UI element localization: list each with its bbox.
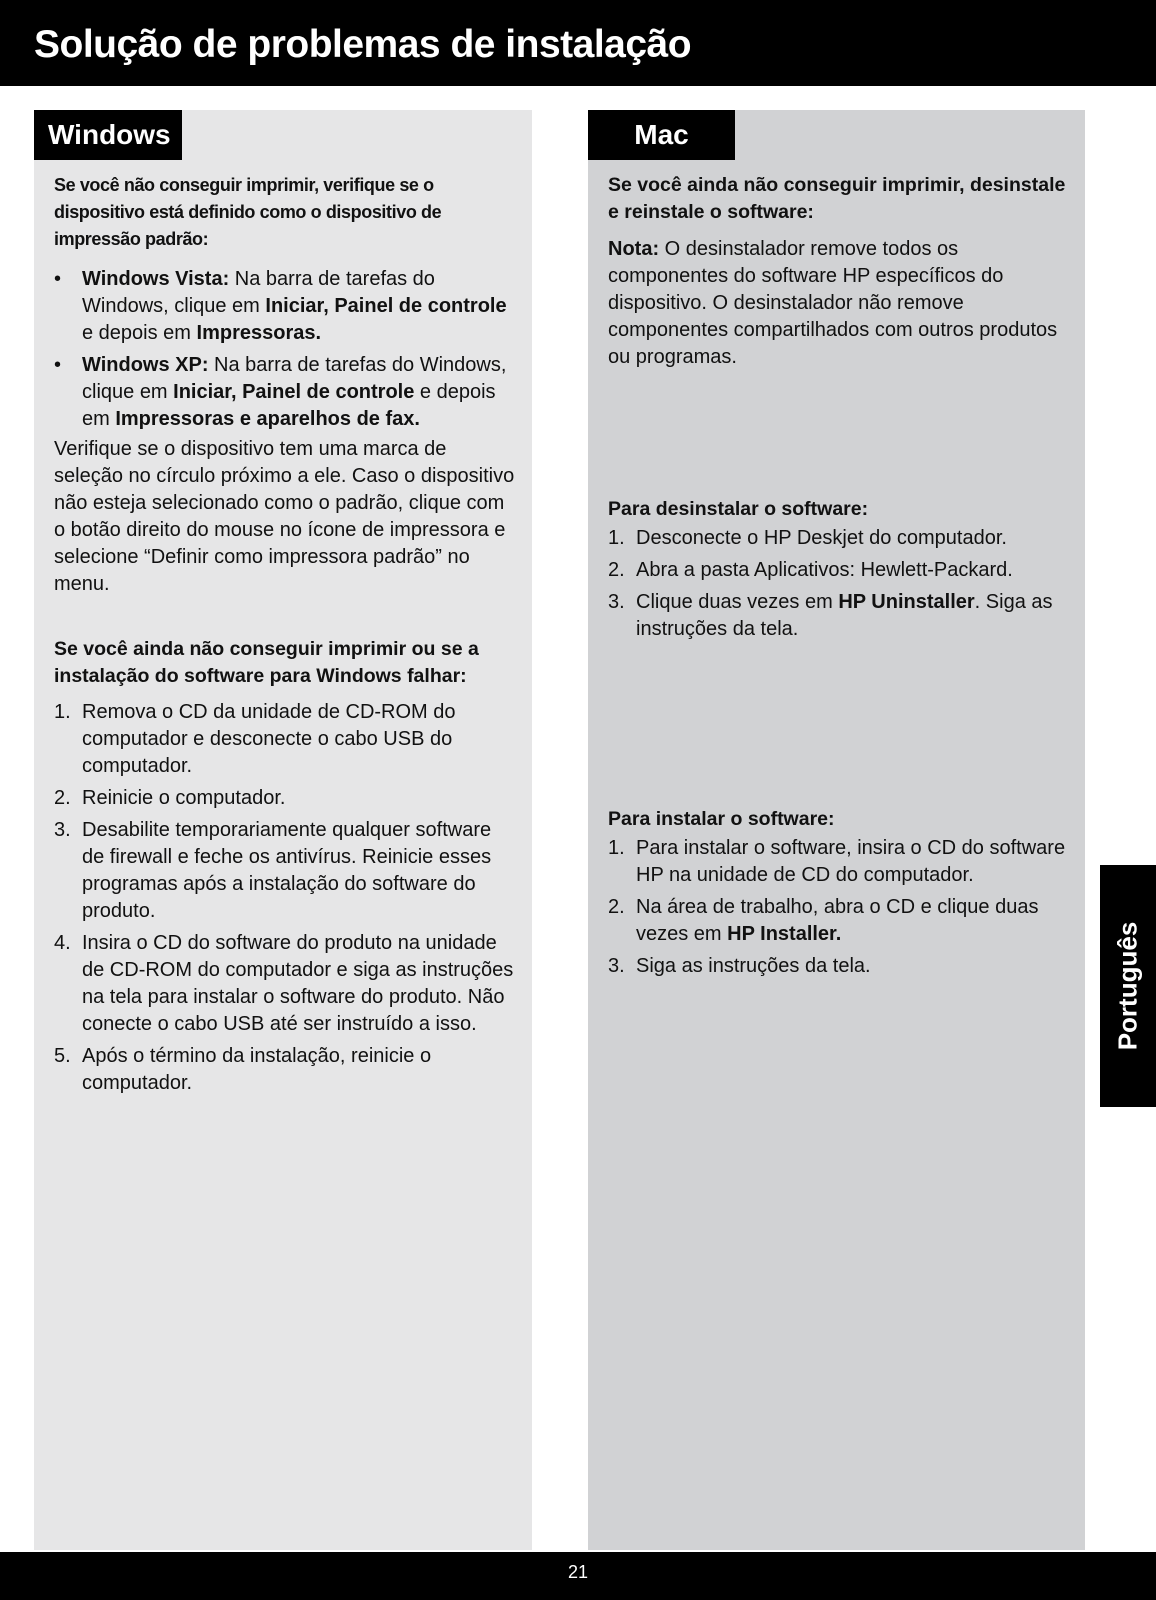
windows-tab: Windows (34, 110, 182, 160)
page-title: Solução de problemas de instalação (34, 23, 692, 66)
uninstall-heading: Para desinstalar o software: (608, 498, 869, 520)
windows-column (34, 110, 532, 1550)
bullet-item: • Windows XP: Na barra de tarefas do Windows, clique em Iniciar, Painel de controle e depois em Impressoras e aparelhos de fax. (54, 354, 507, 430)
note-label: Nota: (608, 238, 660, 260)
list-item: 2. Reinicie o computador. (54, 787, 286, 809)
mac-tab: Mac (588, 110, 735, 160)
bullet-marker: • (54, 268, 62, 290)
list-item: 1. Desconecte o HP Deskjet do computador. (608, 527, 1007, 549)
list-item: 3. Clique duas vezes em HP Uninstaller. Siga as instruções da tela. (608, 591, 1053, 640)
install-heading: Para instalar o software: (608, 808, 835, 830)
bullet-item: • Windows Vista: Na barra de tarefas do Windows, clique em Iniciar, Painel de controle e depois em Impressoras. (54, 268, 507, 344)
mac-heading-reinstall: Se você ainda não conseguir imprimir, desinstale e reinstale o software: (608, 174, 1066, 223)
list-item: 5. Após o término da instalação, reinicie o computador. (54, 1045, 432, 1094)
windows-heading-still-fails: Se você ainda não conseguir imprimir ou se a instalação do software para Windows falhar: (54, 638, 479, 687)
title-bar (0, 0, 1156, 86)
bullet-marker: • (54, 354, 62, 376)
mac-column (588, 110, 1085, 1550)
mac-note: Nota: O desinstalador remove todos os componentes do software HP específicos do dispositivo. O desinstalador não remove componentes compartilhados com outros produtos ou programas. (608, 238, 1058, 368)
page-number: 21 (567, 1562, 589, 1582)
language-label: Português (1112, 921, 1143, 1051)
list-item: 4. Insira o CD do software do produto na unidade de CD-ROM do computador e siga as instruções na tela para instalar o software do produto. Não conecte o cabo USB até ser instruído a isso. (54, 932, 514, 1035)
list-item: 1. Para instalar o software, insira o CD do software HP na unidade de CD do computador. (608, 837, 1066, 886)
footer (0, 1552, 1156, 1600)
list-item: 3. Siga as instruções da tela. (608, 955, 871, 977)
list-item: 1. Remova o CD da unidade de CD-ROM do computador e desconecte o cabo USB do computador. (54, 701, 456, 777)
language-side-tab (1100, 865, 1156, 1107)
list-item: 2. Na área de trabalho, abra o CD e clique duas vezes em HP Installer. (608, 896, 1039, 945)
list-item: 2. Abra a pasta Aplicativos: Hewlett-Packard. (608, 559, 1013, 581)
windows-paragraph: Verifique se o dispositivo tem uma marca de seleção no círculo próximo a ele. Caso o dispositivo não esteja selecionado como o padrão, clique com o botão direito do mouse no ícone de impressora e selecione “Definir como impressora padrão” no menu. (54, 438, 515, 595)
list-item: 3. Desabilite temporariamente qualquer software de firewall e feche os antivírus. Reinicie esses programas após a instalação do software do produto. (54, 819, 492, 922)
windows-heading-default-printer: Se você não conseguir imprimir, verifique se o dispositivo está definido como o dispositivo de impressão padrão: (54, 175, 442, 249)
